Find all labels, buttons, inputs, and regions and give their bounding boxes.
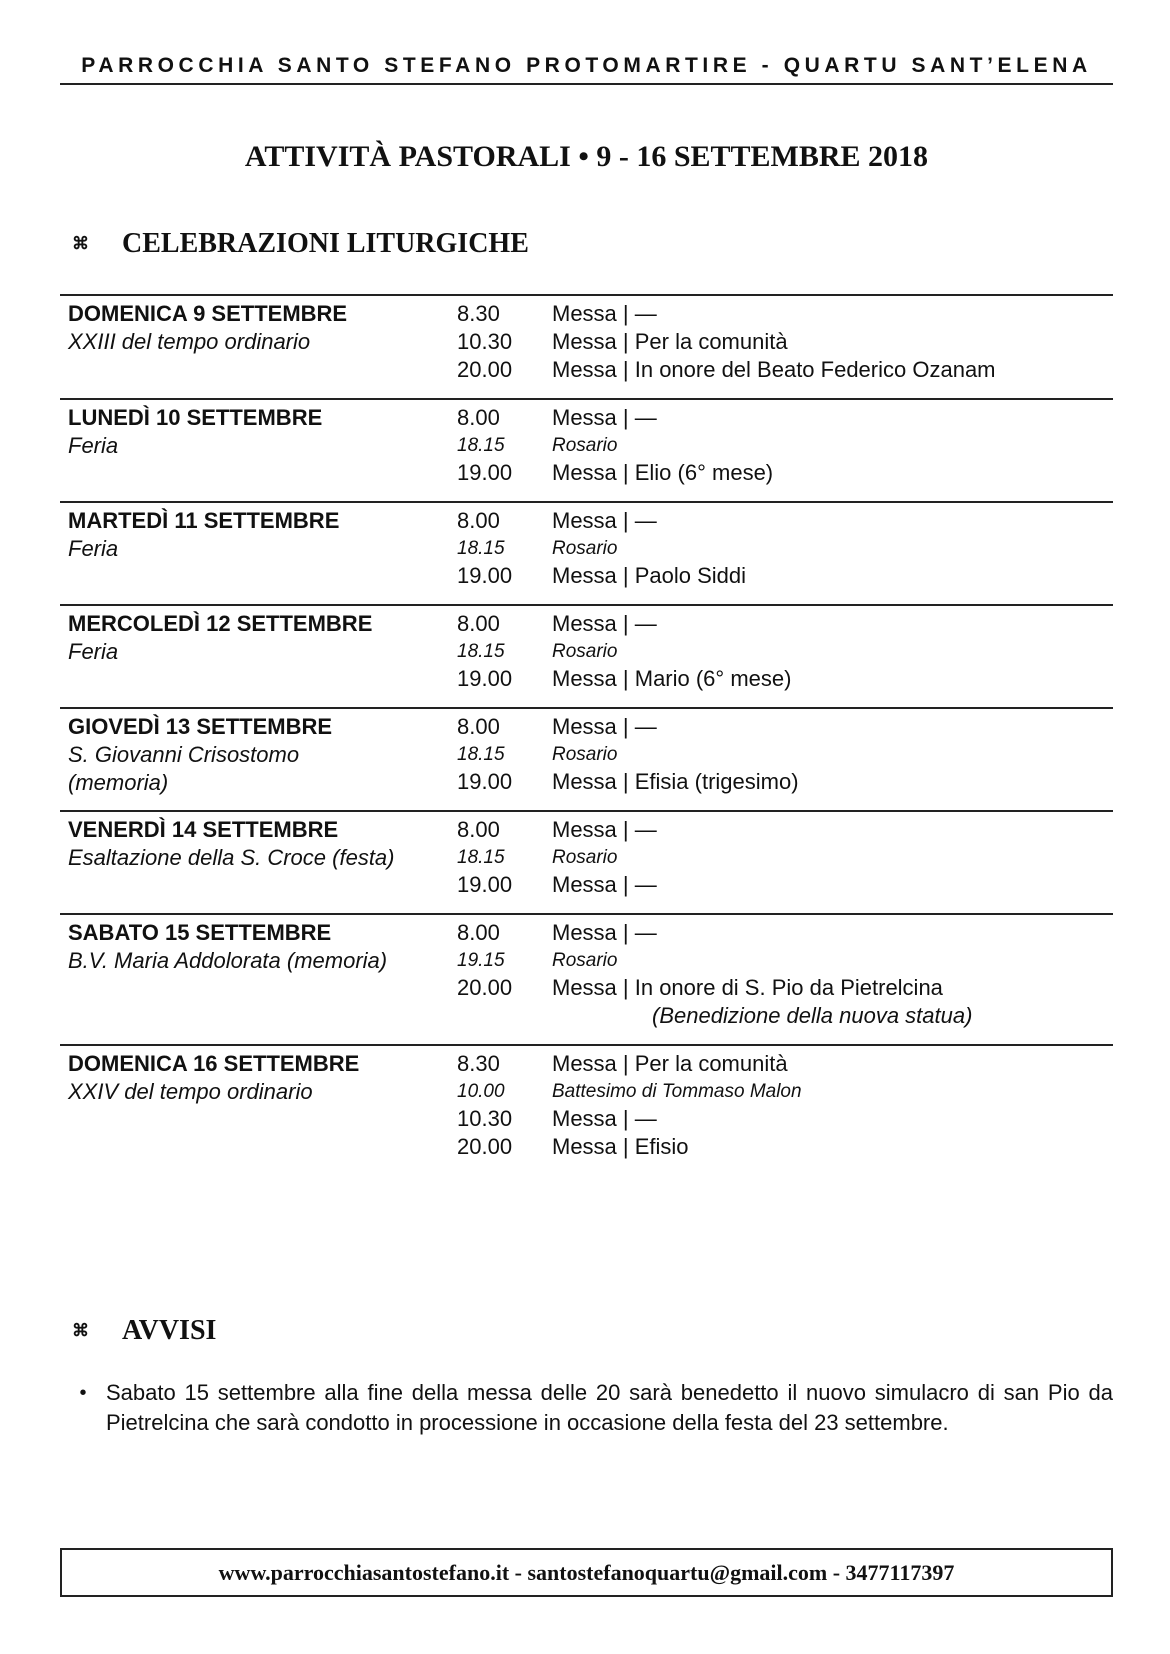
event-description: Messa | — — [552, 611, 657, 636]
event-time: 19.00 — [457, 872, 513, 897]
event-time: 19.00 — [457, 460, 513, 485]
day-block — [60, 398, 1113, 501]
event-time: 8.00 — [457, 920, 500, 945]
schedule-row — [457, 1078, 1113, 1105]
event-description: Messa | Per la comunità — [552, 1051, 788, 1076]
event-description: Messa | — — [552, 405, 657, 430]
day-info — [68, 816, 448, 872]
day-info — [68, 713, 448, 797]
event-time: 20.00 — [457, 1134, 513, 1159]
schedule-row — [457, 535, 1113, 562]
section-label: CELEBRAZIONI LITURGICHE — [122, 228, 529, 259]
event-time: 18.15 — [457, 435, 505, 456]
day-name: LUNEDÌ 10 SETTEMBRE — [68, 405, 323, 430]
schedule-row — [457, 328, 1113, 356]
schedule-row — [457, 610, 1113, 638]
schedule-row — [457, 459, 1113, 487]
day-block — [60, 707, 1113, 810]
event-time: 8.00 — [457, 508, 500, 533]
event-description: Rosario — [552, 641, 618, 662]
event-time: 20.00 — [457, 975, 513, 1000]
section-bullet-icon: ⌘ — [72, 1321, 89, 1340]
event-time: 8.00 — [457, 714, 500, 739]
day-name: VENERDÌ 14 SETTEMBRE — [68, 817, 339, 842]
schedule-row — [457, 844, 1113, 871]
header-divider — [60, 83, 1113, 85]
section-bullet-icon: ⌘ — [72, 234, 89, 253]
event-description: Messa | Mario (6° mese) — [552, 666, 792, 691]
event-time: 18.15 — [457, 641, 505, 662]
schedule-row — [457, 871, 1113, 899]
day-info — [68, 919, 448, 975]
parish-header: PARROCCHIA SANTO STEFANO PROTOMARTIRE - QUARTU SANT’ELENA — [81, 54, 1092, 77]
schedule-row — [457, 768, 1113, 796]
event-description: Messa | — — [552, 301, 657, 326]
liturgical-note: Feria — [68, 536, 119, 561]
liturgical-note: (memoria) — [68, 770, 169, 795]
bullet-icon: • — [79, 1382, 87, 1404]
event-description: Messa | — — [552, 872, 657, 897]
event-time: 19.00 — [457, 666, 513, 691]
event-time: 19.00 — [457, 563, 513, 588]
schedule-row — [457, 1105, 1113, 1133]
schedule-row — [457, 356, 1113, 384]
day-block — [60, 913, 1113, 1044]
day-info — [68, 300, 448, 356]
liturgical-note: Esaltazione della S. Croce (festa) — [68, 845, 395, 870]
day-block — [60, 501, 1113, 604]
event-time: 10.00 — [457, 1081, 505, 1102]
event-time: 8.00 — [457, 405, 500, 430]
schedule-row — [457, 665, 1113, 693]
day-info — [68, 507, 448, 563]
event-time: 10.30 — [457, 329, 513, 354]
liturgical-note: S. Giovanni Crisostomo — [68, 742, 300, 767]
event-description: Messa | — — [552, 508, 657, 533]
event-description: Rosario — [552, 847, 618, 868]
event-description: Messa | Efisio — [552, 1134, 689, 1159]
event-time: 18.15 — [457, 538, 505, 559]
day-name: MARTEDÌ 11 SETTEMBRE — [68, 508, 340, 533]
event-time — [457, 1002, 552, 1030]
event-time: 18.15 — [457, 744, 505, 765]
schedule-row — [457, 919, 1113, 947]
event-description: Messa | — — [552, 1106, 657, 1131]
schedule-row — [457, 562, 1113, 590]
liturgical-note: XXIV del tempo ordinario — [68, 1079, 313, 1104]
notice-item — [60, 1378, 1113, 1438]
liturgical-note: XXIII del tempo ordinario — [68, 329, 311, 354]
schedule-row — [457, 713, 1113, 741]
schedule-row — [457, 1050, 1113, 1078]
event-description: Rosario — [552, 744, 618, 765]
event-time: 10.30 — [457, 1106, 513, 1131]
day-info — [68, 1050, 448, 1106]
event-description: Messa | — — [552, 920, 657, 945]
day-name: GIOVEDÌ 13 SETTEMBRE — [68, 714, 333, 739]
day-name: DOMENICA 9 SETTEMBRE — [68, 301, 348, 326]
footer-contacts-box — [60, 1548, 1113, 1597]
footer-contacts: www.parrocchiasantostefano.it - santostefanoquartu@gmail.com - 3477117397 — [218, 1559, 955, 1585]
schedule-row — [457, 1133, 1113, 1161]
day-block — [60, 604, 1113, 707]
event-time: 19.00 — [457, 769, 513, 794]
day-info — [68, 404, 448, 460]
event-time: 8.30 — [457, 301, 500, 326]
event-description: Rosario — [552, 950, 618, 971]
day-name: MERCOLEDÌ 12 SETTEMBRE — [68, 611, 373, 636]
event-description: Messa | — — [552, 817, 657, 842]
event-time: 8.30 — [457, 1051, 500, 1076]
section-heading-liturgy — [72, 228, 529, 260]
schedule-row — [457, 404, 1113, 432]
day-block — [60, 1044, 1113, 1175]
schedule-row — [457, 300, 1113, 328]
schedule-row — [457, 974, 1113, 1002]
day-name: DOMENICA 16 SETTEMBRE — [68, 1051, 360, 1076]
schedule-row — [457, 816, 1113, 844]
liturgical-note: Feria — [68, 433, 119, 458]
day-info — [68, 610, 448, 666]
event-description: (Benedizione della nuova statua) — [652, 1003, 973, 1028]
event-description: Messa | Elio (6° mese) — [552, 460, 774, 485]
schedule-row — [457, 507, 1113, 535]
event-description: Messa | Paolo Siddi — [552, 563, 747, 588]
event-time: 8.00 — [457, 611, 500, 636]
notice-text: Sabato 15 settembre alla fine della messa delle 20 sarà benedetto il nuovo simulacro di san Pio da Pietrelcina che sarà condotto in processione in occasione della festa del 23 settembre. — [106, 1380, 1113, 1435]
event-description: Messa | Efisia (trigesimo) — [552, 769, 799, 794]
schedule-row — [457, 1002, 1113, 1030]
section-heading-notices — [72, 1315, 216, 1347]
event-time: 8.00 — [457, 817, 500, 842]
event-time: 18.15 — [457, 847, 505, 868]
notices-list — [60, 1378, 1113, 1438]
liturgy-schedule — [60, 294, 1113, 1175]
schedule-row — [457, 947, 1113, 974]
day-block — [60, 294, 1113, 398]
event-time: 20.00 — [457, 357, 513, 382]
event-time: 19.15 — [457, 950, 505, 971]
schedule-row — [457, 638, 1113, 665]
event-description: Rosario — [552, 435, 618, 456]
section-label: AVVISI — [122, 1315, 217, 1346]
page-title: ATTIVITÀ PASTORALI • 9 - 16 SETTEMBRE 2018 — [244, 140, 929, 173]
day-name: SABATO 15 SETTEMBRE — [68, 920, 332, 945]
event-description: Battesimo di Tommaso Malon — [552, 1081, 802, 1102]
event-description: Messa | Per la comunità — [552, 329, 788, 354]
day-block — [60, 810, 1113, 913]
event-description: Messa | In onore del Beato Federico Ozanam — [552, 357, 996, 382]
event-description: Messa | In onore di S. Pio da Pietrelcina — [552, 975, 943, 1000]
event-description: Messa | — — [552, 714, 657, 739]
liturgical-note: Feria — [68, 639, 119, 664]
schedule-row — [457, 741, 1113, 768]
event-description: Rosario — [552, 538, 618, 559]
liturgical-note: B.V. Maria Addolorata (memoria) — [68, 948, 388, 973]
schedule-row — [457, 432, 1113, 459]
